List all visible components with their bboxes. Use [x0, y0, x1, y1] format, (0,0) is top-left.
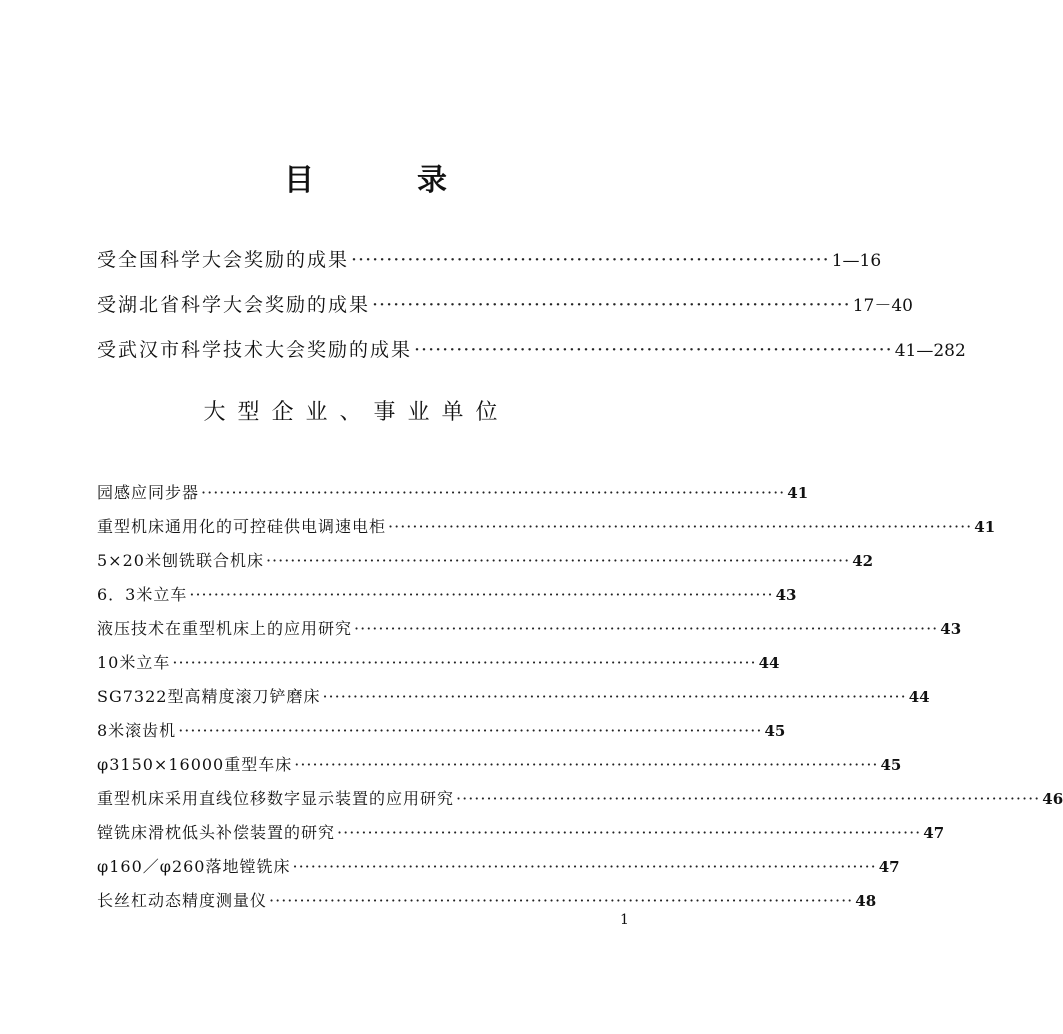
- toc-item: [97, 854, 900, 877]
- toc-item-label: SG7322型高精度滚刀铲磨床: [97, 687, 321, 706]
- toc-item-page: 48: [855, 892, 877, 910]
- toc-item-label: 液压技术在重型机床上的应用研究: [97, 619, 353, 638]
- toc-item: [97, 820, 945, 843]
- leader-dots: ································································································: [189, 585, 774, 604]
- toc-item-label: 5×20米刨铣联合机床: [97, 551, 264, 570]
- leader-dots: ································································································: [354, 619, 939, 638]
- toc-entry-label: 受全国科学大会奖励的成果: [97, 249, 350, 271]
- page-number: 1: [620, 912, 629, 928]
- title-char-1: 目: [284, 163, 314, 198]
- toc-item-label: 园感应同步器: [97, 483, 200, 502]
- toc-item-label: 长丝杠动态精度测量仪: [97, 891, 268, 910]
- leader-dots: ································································································: [322, 687, 907, 706]
- toc-item: [97, 752, 902, 775]
- toc-entry-page: 17－40: [852, 296, 913, 316]
- toc-entry-page: 1—16: [831, 251, 882, 271]
- toc-item-label: 镗铣床滑枕低头补偿装置的研究: [97, 823, 336, 842]
- toc-item: [97, 684, 930, 707]
- toc-item: [97, 616, 962, 639]
- leader-dots: ································································································: [456, 789, 1041, 808]
- toc-item: [97, 514, 996, 537]
- toc-item: [97, 480, 809, 503]
- toc-item-page: 41: [787, 484, 809, 502]
- leader-dots: ································································································: [388, 517, 973, 536]
- toc-item-page: 44: [758, 654, 780, 672]
- toc-item: [97, 548, 874, 571]
- toc-item: [97, 888, 877, 911]
- toc-item-label: 重型机床通用化的可控硅供电调速电柜: [97, 517, 387, 536]
- toc-item: [97, 582, 797, 605]
- toc-entry: [97, 245, 882, 272]
- section-heading: 大型企业、事业单位: [203, 400, 510, 425]
- leader-dots: ····································································: [372, 294, 851, 316]
- toc-item-page: 45: [764, 722, 786, 740]
- toc-entry: [97, 335, 966, 362]
- leader-dots: ································································································: [337, 823, 922, 842]
- toc-item-page: 46: [1042, 790, 1063, 808]
- toc-entry-page: 41—282: [894, 341, 966, 361]
- toc-item: [97, 650, 780, 673]
- leader-dots: ································································································: [201, 483, 786, 502]
- toc-item-label: φ3150×16000重型车床: [97, 755, 293, 774]
- toc-item-label: 重型机床采用直线位移数字显示装置的应用研究: [97, 789, 455, 808]
- toc-entry-label: 受武汉市科学技术大会奖励的成果: [97, 339, 413, 361]
- toc-item-page: 43: [775, 586, 797, 604]
- toc-item-label: φ160／φ260落地镗铣床: [97, 857, 291, 876]
- toc-entry-label: 受湖北省科学大会奖励的成果: [97, 294, 371, 316]
- toc-item-label: 6．3米立车: [97, 585, 188, 604]
- toc-item-page: 47: [878, 858, 900, 876]
- toc-item: [97, 786, 1063, 809]
- toc-item-page: 43: [940, 620, 962, 638]
- toc-item-label: 10米立车: [97, 653, 171, 672]
- leader-dots: ································································································: [265, 551, 851, 570]
- toc-item-page: 45: [880, 756, 902, 774]
- leader-dots: ································································································: [178, 721, 763, 740]
- toc-item-page: 42: [852, 552, 874, 570]
- toc-item-page: 44: [908, 688, 930, 706]
- leader-dots: ····································································: [351, 249, 830, 271]
- toc-item-page: 41: [974, 518, 996, 536]
- toc-item-label: 8米滚齿机: [97, 721, 177, 740]
- leader-dots: ····································································: [414, 339, 893, 361]
- leader-dots: ································································································: [292, 857, 877, 876]
- leader-dots: ································································································: [172, 653, 757, 672]
- toc-item-page: 47: [923, 824, 945, 842]
- toc-item: [97, 718, 786, 741]
- title-char-2: 录: [417, 163, 447, 198]
- toc-entry: [97, 290, 913, 317]
- leader-dots: ································································································: [294, 755, 879, 774]
- leader-dots: ································································································: [269, 891, 854, 910]
